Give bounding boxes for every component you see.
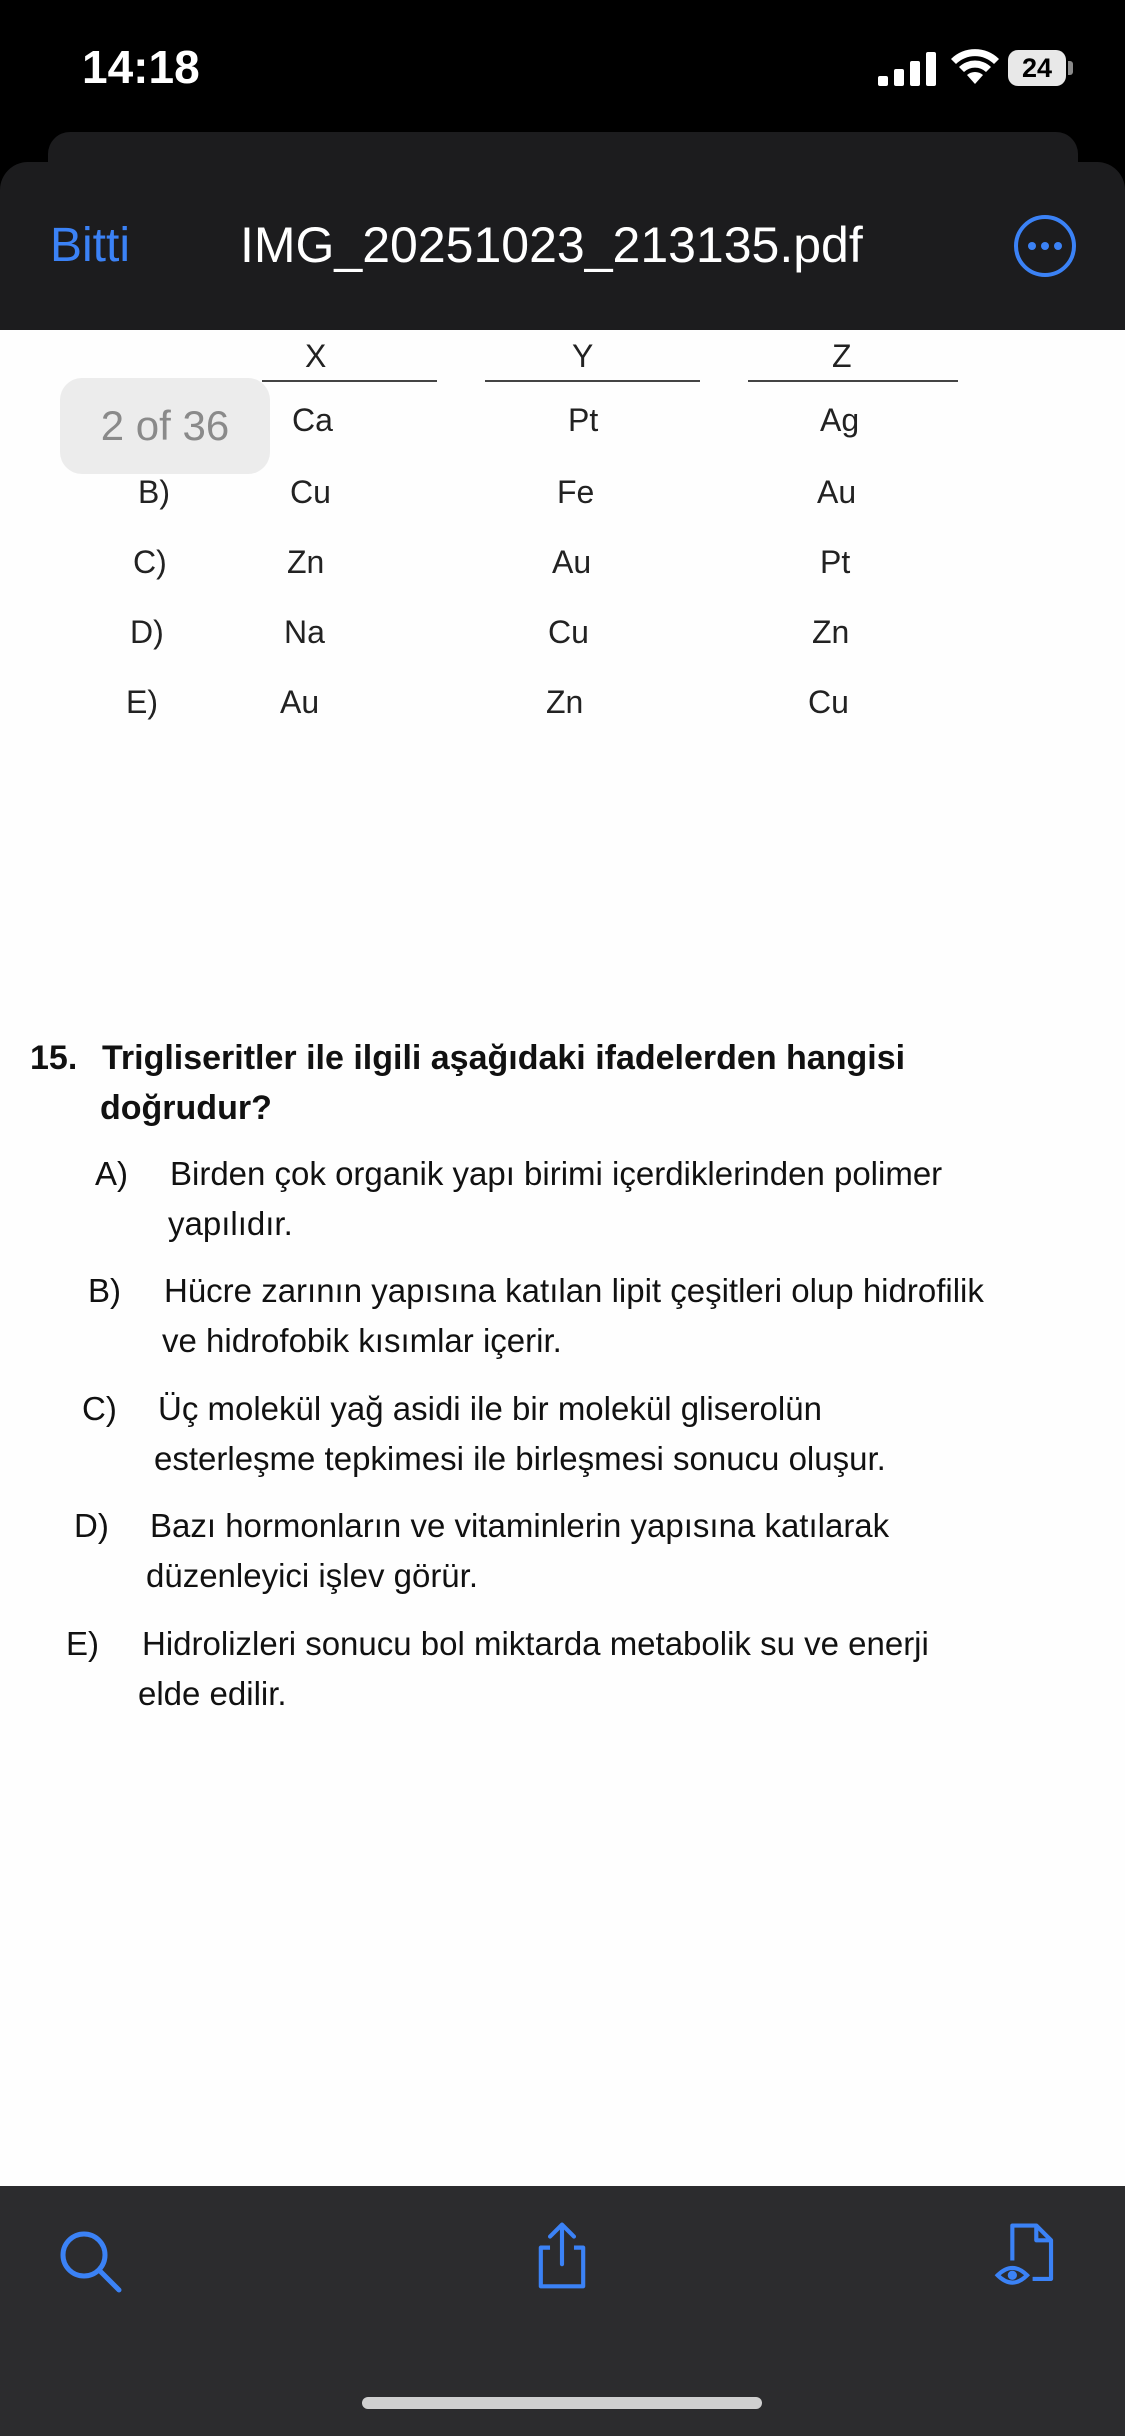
- question-stem: [30, 1034, 1110, 1134]
- option-text: düzenleyici işlev görür.: [146, 1557, 478, 1594]
- option-key: A): [95, 1155, 128, 1192]
- table-cell: Ag: [820, 402, 860, 438]
- option-text: yapılıdır.: [168, 1205, 293, 1242]
- document-title: IMG_20251023_213135.pdf: [240, 217, 863, 273]
- battery-icon: [1008, 50, 1072, 86]
- row-label: D): [130, 614, 164, 650]
- table-cell: Cu: [290, 474, 331, 510]
- question-text-line1: Trigliseritler ile ilgili aşağıdaki ifadelerden hangisi: [102, 1039, 906, 1077]
- ellipsis-circle-icon[interactable]: [1013, 214, 1077, 278]
- document-eye-icon[interactable]: [993, 2220, 1063, 2290]
- cellular-signal-icon: [878, 52, 938, 86]
- answer-option-e: [66, 1620, 1106, 1720]
- option-text: ve hidrofobik kısımlar içerir.: [162, 1322, 562, 1359]
- option-key: D): [74, 1507, 109, 1544]
- column-header-x: X: [305, 338, 327, 374]
- row-label: B): [138, 474, 170, 510]
- answer-option-a: [95, 1150, 1125, 1250]
- option-text: elde edilir.: [138, 1675, 287, 1712]
- option-key: B): [88, 1272, 121, 1309]
- header-underline: [748, 380, 958, 382]
- option-text: Hidrolizleri sonucu bol miktarda metabolik su ve enerji: [142, 1625, 929, 1662]
- table-cell: Zn: [812, 614, 850, 650]
- option-key: E): [66, 1625, 99, 1662]
- battery-level: 24: [1008, 50, 1066, 86]
- wifi-icon: [950, 48, 1000, 86]
- search-icon[interactable]: [55, 2226, 125, 2296]
- header-underline: [485, 380, 700, 382]
- header-underline: [262, 380, 437, 382]
- table-cell: Au: [280, 684, 320, 720]
- table-cell: Au: [817, 474, 857, 510]
- done-button[interactable]: Bitti: [50, 219, 131, 272]
- table-cell: Cu: [808, 684, 849, 720]
- table-cell: Pt: [820, 544, 851, 580]
- answer-option-c: [82, 1385, 1112, 1485]
- table-cell: Fe: [557, 474, 595, 510]
- column-header-z: Z: [832, 338, 852, 374]
- row-label: C): [133, 544, 167, 580]
- table-cell: Ca: [292, 402, 333, 438]
- pdf-page[interactable]: [0, 330, 1125, 2186]
- table-cell: Zn: [546, 684, 584, 720]
- table-cell: Cu: [548, 614, 589, 650]
- option-text: Bazı hormonların ve vitaminlerin yapısına katılarak: [150, 1507, 890, 1544]
- table-cell: Au: [552, 544, 592, 580]
- answer-option-b: [88, 1267, 1125, 1367]
- answer-option-d: [74, 1502, 1104, 1602]
- column-header-y: Y: [572, 338, 594, 374]
- option-text: Hücre zarının yapısına katılan lipit çeşitleri olup hidrofilik: [164, 1272, 984, 1309]
- option-key: C): [82, 1390, 117, 1427]
- table-cell: Pt: [568, 402, 599, 438]
- question-text-line2: doğrudur?: [100, 1089, 272, 1127]
- option-text: Üç molekül yağ asidi ile bir molekül gliserolün: [158, 1390, 822, 1427]
- table-cell: Na: [284, 614, 325, 650]
- status-time: 14:18: [82, 41, 200, 93]
- status-bar: [0, 0, 1125, 135]
- home-indicator: [362, 2397, 762, 2409]
- share-icon[interactable]: [527, 2220, 597, 2290]
- option-text: esterleşme tepkimesi ile birleşmesi sonucu oluşur.: [154, 1440, 886, 1477]
- page-indicator: 2 of 36: [60, 378, 270, 474]
- question-number: 15.: [30, 1039, 78, 1077]
- navigation-bar: [0, 162, 1125, 330]
- table-cell: Zn: [287, 544, 325, 580]
- row-label: E): [126, 684, 158, 720]
- option-text: Birden çok organik yapı birimi içerdiklerinden polimer: [170, 1155, 943, 1192]
